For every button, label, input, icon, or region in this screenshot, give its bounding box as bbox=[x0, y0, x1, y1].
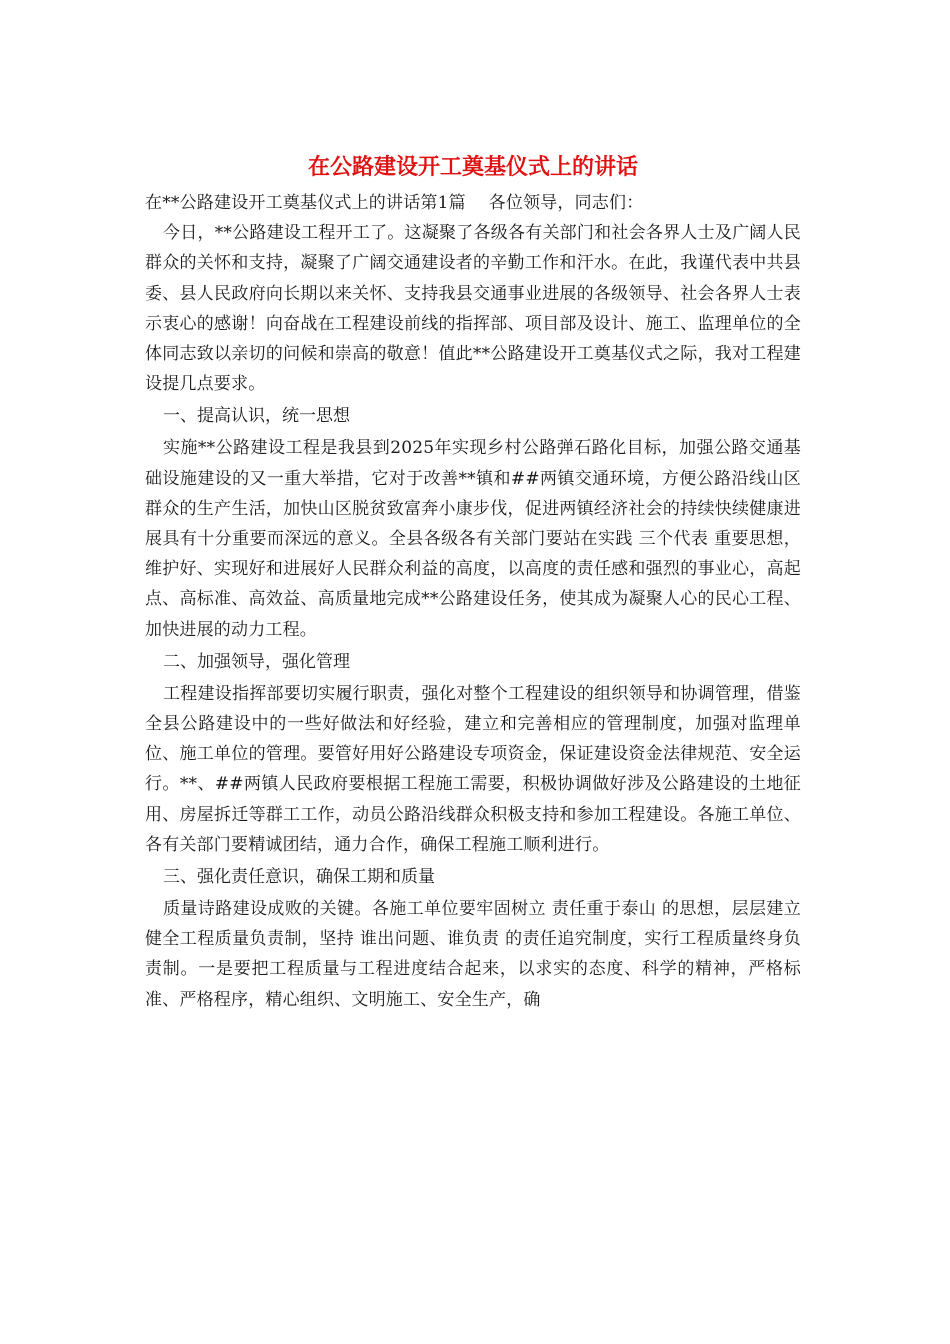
document-title: 在公路建设开工奠基仪式上的讲话 bbox=[307, 155, 638, 180]
paragraph-section-3: 质量诗路建设成败的关键。各施工单位要牢固树立 责任重于泰山 的思想，层层建立健全工程质量负责制，坚持 谁出问题、谁负责 的责任追究制度，实行工程质量终身负责制。一是要把工程质量与工程进度结合起来，以求实的态度、科学的精神，严格标准、严格程序，精心组织、文明施工、安全生产，确 bbox=[145, 899, 801, 1010]
paragraph-opening: 今日，**公路建设工程开工了。这凝聚了各级各有关部门和社会各界人士及广阔人民群众的关怀和支持，凝聚了广阔交通建设者的辛勤工作和汗水。在此，我谨代表中共县委、县人民政府向长期以来关怀、支持我县交通事业进展的各级领导、社会各界人士表示衷心的感谢！向奋战在工程建设前线的指挥部、项目部及设计、施工、监理单位的全体同志致以亲切的问候和崇高的敬意！值此**公路建设开工奠基仪式之际，我对工程建设提几点要求。 bbox=[145, 223, 801, 395]
section-heading-1: 一、提高认识，统一思想 bbox=[163, 406, 350, 427]
paragraph-section-1: 实施**公路建设工程是我县到2025年实现乡村公路弹石路化目标，加强公路交通基础设施建设的又一重大举措，它对于改善**镇和##两镇交通环境，方便公路沿线山区群众的生产生活，加快山区脱贫致富奔小康步伐，促进两镇经济社会的持续快续健康进展具有十分重要而深远的意义。全县各级各有关部门要站在实践 三个代表 重要思想，维护好、实现好和进展好人民群众利益的高度，以高度的责任感和强烈的事业心，高起点、高标准、高效益、高质量地完成**公路建设任务，使其成为凝聚人心的民心工程、加快进展的动力工程。 bbox=[145, 438, 801, 640]
paragraph-section-2: 工程建设指挥部要切实履行职责，强化对整个工程建设的组织领导和协调管理，借鉴全县公路建设中的一些好做法和好经验，建立和完善相应的管理制度，加强对监理单位、施工单位的管理。要管好用好公路建设专项资金，保证建设资金法律规范、安全运行。**、##两镇人民政府要根据工程施工需要，积极协调做好涉及公路建设的土地征用、房屋拆迁等群工工作，动员公路沿线群众积极支持和参加工程建设。各施工单位、各有关部门要精诚团结，通力合作，确保工程施工顺利进行。 bbox=[145, 683, 801, 855]
section-heading-2: 二、加强领导，强化管理 bbox=[163, 651, 350, 672]
document-body bbox=[145, 148, 801, 1015]
section-heading-3: 三、强化责任意识，确保工期和质量 bbox=[163, 867, 435, 888]
intro-line: 在**公路建设开工奠基仪式上的讲话第1篇 各位领导，同志们： bbox=[145, 193, 644, 213]
